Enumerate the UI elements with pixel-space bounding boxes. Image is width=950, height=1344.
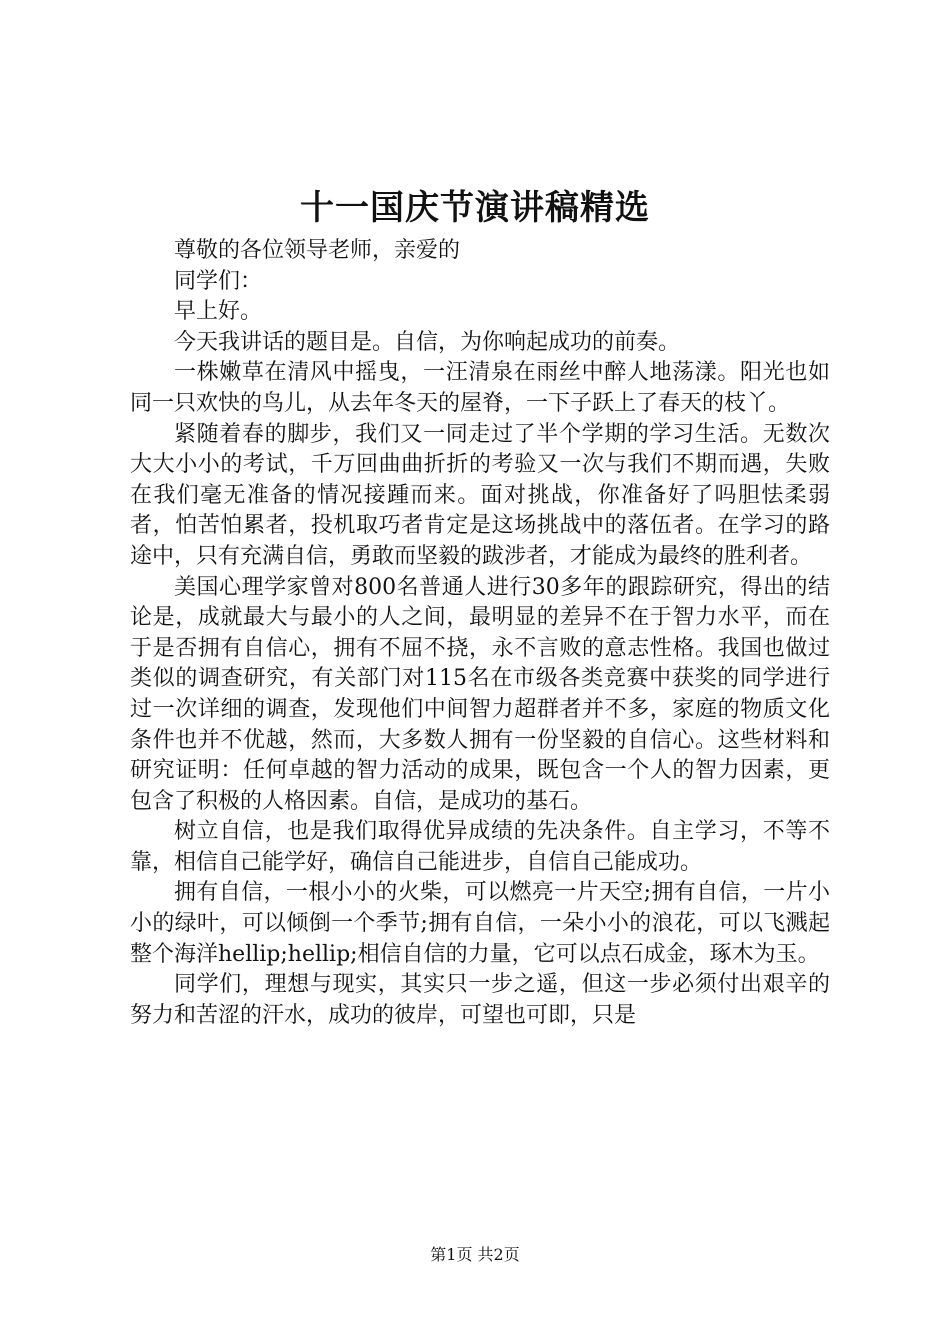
document-body bbox=[130, 236, 830, 1031]
paragraph-topic: 今天我讲话的题目是。自信，为你响起成功的前奏。 bbox=[174, 329, 681, 355]
page-number-footer: 第1页 共2页 bbox=[430, 1245, 520, 1264]
paragraph-5: 拥有自信，一根小小的火柴，可以燃亮一片天空;拥有自信，一片小小的绿叶，可以倾倒一个季节;拥有自信，一朵小小的浪花，可以飞溅起整个海洋hellip;hellip;相信自信的力量，它可以点石成金，琢木为玉。 bbox=[130, 880, 830, 967]
document-title: 十一国庆节演讲稿精选 bbox=[300, 188, 650, 228]
paragraph-4: 树立自信，也是我们取得优异成绩的先决条件。自主学习，不等不靠，相信自己能学好，确信自己能进步，自信自己能成功。 bbox=[130, 819, 830, 875]
paragraph-2: 紧随着春的脚步，我们又一同走过了半个学期的学习生活。无数次大大小小的考试，千万回曲曲折折的考验又一次与我们不期而遇，失败在我们毫无准备的情况接踵而来。面对挑战，你准备好了吗胆怯柔弱者，怕苦怕累者，投机取巧者肯定是这场挑战中的落伍者。在学习的路途中，只有充满自信，勇敢而坚毅的跋涉者，才能成为最终的胜利者。 bbox=[130, 421, 830, 569]
paragraph-3: 美国心理学家曾对800名普通人进行30多年的跟踪研究，得出的结论是，成就最大与最小的人之间，最明显的差异不在于智力水平，而在于是否拥有自信心，拥有不屈不挠，永不言败的意志性格。我国也做过类似的调查研究，有关部门对115名在市级各类竞赛中获奖的同学进行过一次详细的调查，发现他们中间智力超群者并不多，家庭的物质文化条件也并不优越，然而，大多数人拥有一份坚毅的自信心。这些材料和研究证明：任何卓越的智力活动的成果，既包含一个人的智力因素，更包含了积极的人格因素。自信，是成功的基石。 bbox=[130, 574, 830, 814]
paragraph-greeting: 早上好。 bbox=[174, 299, 263, 325]
paragraph-salutation: 尊敬的各位领导老师，亲爱的 bbox=[174, 238, 461, 263]
paragraph-1: 一株嫩草在清风中摇曳，一汪清泉在雨丝中醉人地荡漾。阳光也如同一只欢快的鸟儿，从去年冬天的屋脊，一下子跃上了春天的枝丫。 bbox=[130, 360, 830, 416]
paragraph-6: 同学们，理想与现实，其实只一步之遥，但这一步必须付出艰辛的努力和苦涩的汗水，成功的彼岸，可望也可即，只是 bbox=[130, 972, 830, 1028]
paragraph-salutation-2: 同学们： bbox=[174, 268, 263, 294]
